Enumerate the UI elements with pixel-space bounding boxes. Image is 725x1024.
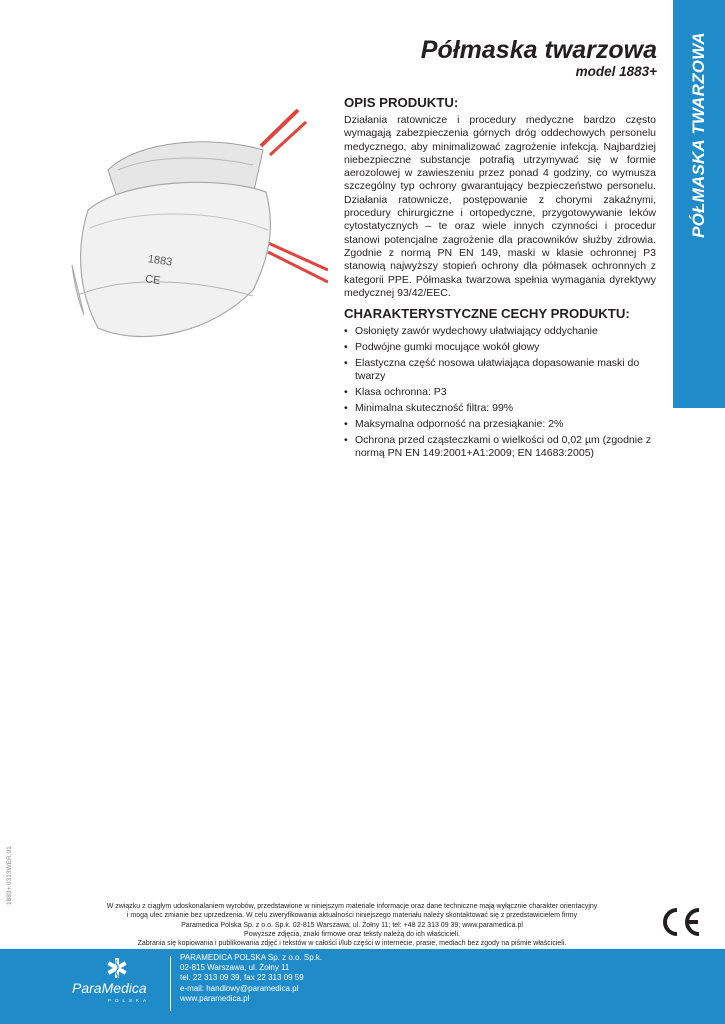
feature-item: • Minimalna skuteczność filtra: 99% <box>344 402 664 415</box>
contact-block <box>180 953 322 1004</box>
disclaimer-line: Zabrania się kopiowania i publikowania zdjęć i tekstów w całości i/lub części w internecie, prasie, mediach bez zgody na piśmie właścicieli. <box>137 940 567 948</box>
feature-item: • Osłonięty zawór wydechowy ułatwiający oddychanie <box>344 325 664 338</box>
company-phone: tel. 22 313 09 39, fax 22 313 09 59 <box>180 973 304 983</box>
feature-item: • Ochrona przed cząsteczkami o wielkości od 0,02 µm (zgodnie z normą PN EN 149:2001+A1:2009; EN 14683:2005) <box>344 434 664 460</box>
brand-logo-text: ParaMedica <box>72 980 147 996</box>
description-heading: OPIS PRODUKTU: <box>344 95 459 110</box>
feature-item: • Klasa ochronna: P3 <box>344 386 664 399</box>
feature-item: • Podwójne gumki mocujące wokół głowy <box>344 341 664 354</box>
company-email[interactable]: e-mail: handlowy@paramedica.pl <box>180 983 299 993</box>
print-ce-mark: CE <box>144 273 162 288</box>
disclaimer-line: Powyższe zdjęcia, znaki firmowe oraz teksty należą do ich właścicieli. <box>244 930 460 938</box>
disclaimer-line: W związku z ciągłym udoskonalaniem wyrobów, przedstawione w niniejszym materiale informacje oraz dane techniczne mają wyłącznie charakter orientacyjny <box>106 903 598 910</box>
star-of-life-icon <box>103 956 131 980</box>
feature-item: • Maksymalna odporność na przesiąkanie: 2% <box>344 418 664 431</box>
company-website[interactable]: www.paramedica.pl <box>180 993 250 1003</box>
feature-item: • Elastyczna część nosowa ułatwiająca dopasowanie maski do twarzy <box>344 357 664 383</box>
disclaimer-line: i mogą ulec zmianie bez uprzedzenia. W celu zweryfikowania aktualności niniejszego materiału należy skontaktować się z przedstawicielem firmy <box>126 912 578 920</box>
brand-logo-subtext: POLSKA <box>108 998 151 1003</box>
features-list <box>344 325 664 463</box>
disclaimer <box>96 902 608 948</box>
company-address: 02-815 Warszawa, ul. Żołny 11 <box>180 963 290 973</box>
company-name: PARAMEDICA POLSKA Sp. z o.o. Sp.k. <box>180 953 323 962</box>
page-subtitle: model 1883+ <box>575 64 657 79</box>
version-code: 1883+ 0313WER.01 <box>6 846 13 905</box>
print-model-number: 1883 <box>147 253 173 269</box>
page-title: Półmaska twarzowa <box>420 36 657 64</box>
features-heading: CHARAKTERYSTYCZNE CECHY PRODUKTU: <box>344 306 630 321</box>
ce-mark <box>658 906 702 938</box>
side-tab-label: PÓŁMASKA TWARZOWA <box>689 32 708 238</box>
description-text: Działania ratownicze i procedury medyczne bardzo często wymagają zabezpieczenia górnych dróg oddechowych personelu medycznego, aby minimalizować zagrożenie infekcją. Najbardziej niebezpieczne substancje potrafią utrzymywać się w formie aerozolowej w zawieszeniu przez ponad 4 godziny, co wymusza szczególny typ ochrony gwarantujący bezpieczeństwo personelu. Działania ratownicze, postępowanie z chorymi zakaźnymi, procedury chirurgiczne i ortopedyczne, przygotowywanie leków cytostatycznych – te oraz wiele innych czynności i procedur stanowi potencjalne zagrożenie dla pracowników służby zdrowia. Zgodnie z normą PN EN 149, maski w klasie ochronnej P3 stanowią najwyższy stopień ochrony dla półmasek ochronnych z kategorii PPE. Półmaska twarzowa spełnia wymagania dyrektywy medycznej 93/42/EEC. <box>344 114 656 299</box>
disclaimer-line: Paramedica Polska Sp. z o.o. Sp.k. 02-815 Warszawa; ul. Żołny 11; tel: +48 22 313 09 39; www.paramedica.pl <box>181 921 523 929</box>
product-photo <box>48 100 328 370</box>
footer-divider <box>170 956 171 1011</box>
